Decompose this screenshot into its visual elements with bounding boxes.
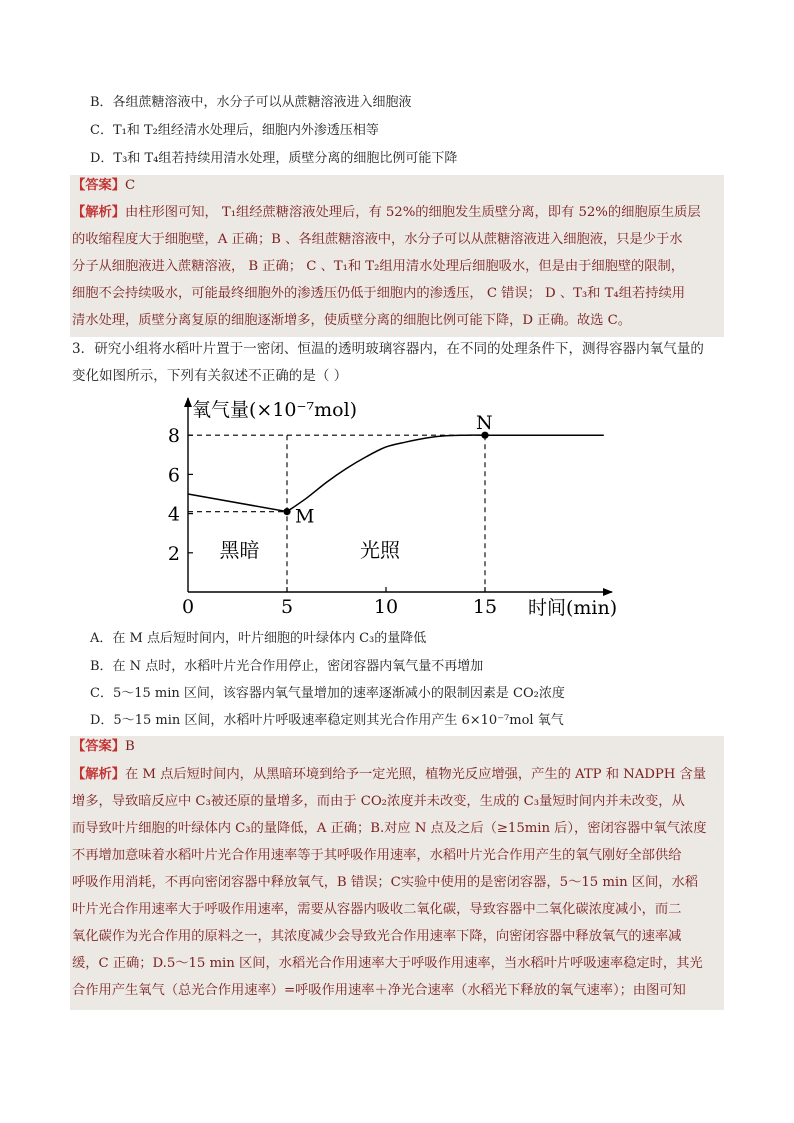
answer-value: B [125, 739, 135, 754]
region-label-dark: 黑暗 [219, 538, 260, 562]
x-axis-label: 时间(min) [528, 597, 618, 619]
option-a: A．在 M 点后短时间内，叶片细胞的叶绿体内 C₃的量降低 [90, 631, 427, 646]
x-tick-label: 0 [181, 596, 195, 618]
analysis-1-line: 细胞不会持续吸水，可能最终细胞外的渗透压仍低于细胞内的渗透压， C 错误； D 、T₃和 T₄组若持续用 [72, 286, 685, 301]
analysis-1-line: 的收缩程度大于细胞壁，A 正确；B 、各组蔗糖溶液中，水分子可以从蔗糖溶液进入细胞液，只是少于水 [72, 232, 683, 247]
y-tick-label: 6 [167, 464, 180, 487]
x-tick-label: 15 [472, 596, 498, 618]
question-3-stem: 3．研究小组将水稻叶片置于一密闭、恒温的透明玻璃容器内，在不同的处理条件下，测得容器内氧气量的 [72, 341, 704, 357]
analysis-1-line: 清水处理，质壁分离复原的细胞逐渐增多，使质壁分离的细胞比例可能下降，D 正确。故选 C。 [72, 313, 631, 328]
option-d-prev: D．T₃和 T₄组若持续用清水处理，质壁分离的细胞比例可能下降 [90, 151, 458, 166]
analysis-3-line: 而导致叶片细胞的叶绿体内 C₃的量降低，A 正确；B.对应 N 点及之后（≥15min 后），密闭容器中氧气浓度 [72, 821, 707, 836]
option-b-prev: B．各组蔗糖溶液中，水分子可以从蔗糖溶液进入细胞液 [90, 95, 412, 110]
y-tick-label: 8 [167, 425, 180, 448]
analysis-tag: 【解析】 [72, 205, 125, 220]
analysis-3-line: 增多，导致暗反应中 C₃被还原的量增多，而由于 CO₂浓度并未改变，生成的 C₃量短时间内并未改变，从 [72, 794, 685, 809]
option-c: C．5～15 min 区间，该容器内氧气量增加的速率逐渐减小的限制因素是 CO₂浓度 [90, 686, 565, 701]
answer-tag: 【答案】 [72, 739, 125, 754]
oxygen-series-line [188, 435, 604, 511]
option-d: D．5～15 min 区间，水稻叶片呼吸速率稳定则其光合作用产生 6×10⁻⁷mol 氧气 [90, 713, 564, 728]
point-m [283, 508, 290, 515]
x-tick-label: 5 [280, 596, 294, 618]
region-label-light: 光照 [360, 538, 400, 562]
analysis-1-line: 分子从细胞液进入蔗糖溶液， B 正确； C 、T₁和 T₂组用清水处理后细胞吸水，但是由于细胞壁的限制， [72, 259, 685, 274]
answer-3 [72, 738, 135, 756]
analysis-3-line: 合作用产生氧气（总光合作用速率）=呼吸作用速率＋净光合速率（水稻光下释放的氧气速率）；由图可知 [72, 983, 686, 998]
x-tick-label: 10 [373, 596, 399, 618]
analysis-3-line: 呼吸作用消耗，不再向密闭容器中释放氧气，B 错误；C实验中使用的是密闭容器，5～15 min 区间，水稻 [72, 875, 699, 890]
analysis-3-line: 缓，C 正确；D.5～15 min 区间，水稻光合作用速率大于呼吸作用速率，当水稻叶片呼吸速率稳定时，其光 [72, 956, 703, 971]
analysis-1-line: 【解析】由柱形图可知， T₁组经蔗糖溶液处理后，有 52%的细胞发生质壁分离，即有 52%的细胞原生质层 [72, 205, 701, 220]
point-n-label: N [476, 412, 493, 435]
point-m-label: M [295, 505, 315, 528]
question-3-stem: 变化如图所示，下列有关叙述不正确的是（ ） [72, 368, 348, 384]
analysis-tag: 【解析】 [72, 767, 125, 782]
analysis-3-line: 叶片光合作用速率大于呼吸作用速率，需要从容器内吸收二氧化碳，导致容器中二氧化碳浓度减小，而二 [72, 902, 682, 917]
answer-value: C [125, 178, 136, 193]
y-tick-label: 4 [167, 503, 180, 526]
y-tick-label: 2 [167, 542, 180, 565]
y-axis-label: 氧气量(×10⁻⁷mol) [192, 399, 358, 421]
answer-tag: 【答案】 [72, 178, 125, 193]
option-c-prev: C．T₁和 T₂组经清水处理后，细胞内外渗透压相等 [90, 123, 379, 138]
analysis-3-line: 【解析】在 M 点后短时间内，从黑暗环境到给予一定光照，植物光反应增强，产生的 ATP 和 NADPH 含量 [72, 767, 706, 782]
analysis-3-line: 氧化碳作为光合作用的原料之一，其浓度减少会导致光合作用速率下降，向密闭容器中释放氧气的速率减 [72, 929, 682, 944]
analysis-3-line: 不再增加意味着水稻叶片光合作用速率等于其呼吸作用速率，水稻叶片光合作用产生的氧气刚好全部供给 [72, 848, 682, 863]
option-b: B．在 N 点时，水稻叶片光合作用停止，密闭容器内氧气量不再增加 [90, 659, 484, 674]
